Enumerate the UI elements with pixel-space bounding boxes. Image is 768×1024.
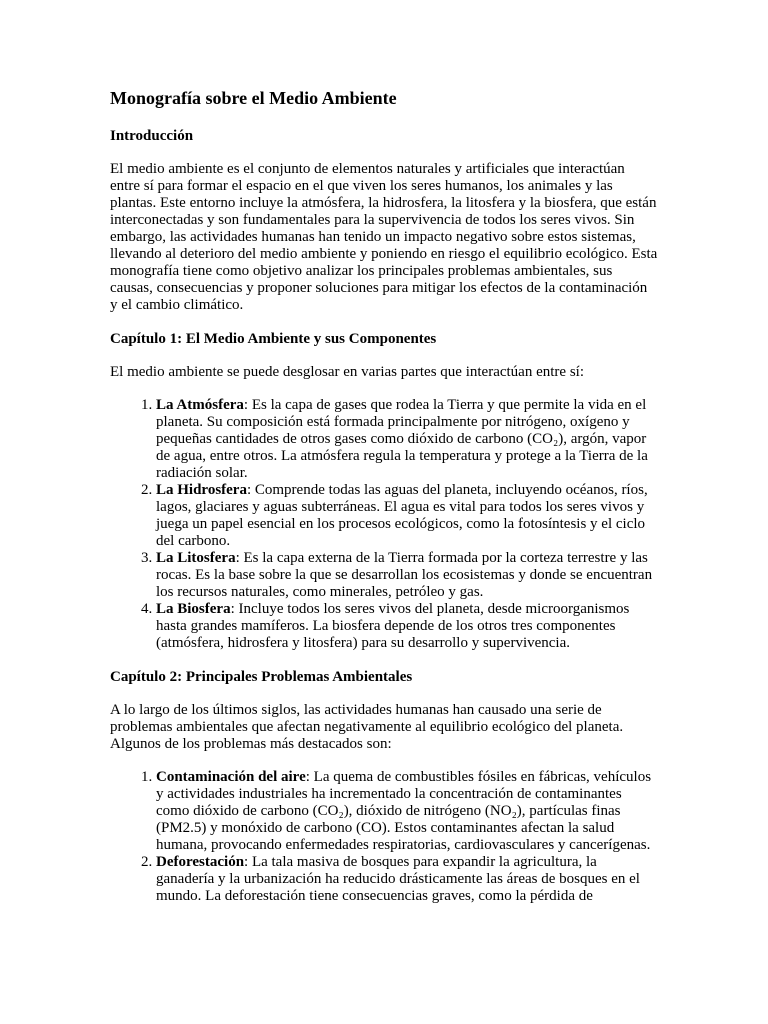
list-item-term: La Biosfera	[156, 601, 231, 617]
list-item	[156, 482, 658, 550]
chapter1-lead: El medio ambiente se puede desglosar en varias partes que interactúan entre sí:	[110, 364, 584, 380]
document-title: Monografía sobre el Medio Ambiente	[110, 88, 397, 108]
list-item	[156, 769, 658, 854]
list-item-term: Contaminación del aire	[156, 769, 306, 785]
list-item-term: La Hidrosfera	[156, 482, 247, 498]
chapter2-heading: Capítulo 2: Principales Problemas Ambientales	[110, 669, 413, 685]
list-item	[156, 601, 658, 652]
list-item-text: : Incluye todos los seres vivos del planeta, desde microorganismos hasta grandes mamíferos. La biosfera depende de los otros tres componentes (atmósfera, hidrosfera y litosfera) para su desarrollo y supervivencia.	[156, 601, 630, 651]
intro-paragraph: El medio ambiente es el conjunto de elementos naturales y artificiales que interactúan entre sí para formar el espacio en el que viven los seres humanos, los animales y las plantas. Este entorno incluye la atmósfera, la hidrosfera, la litosfera y la biosfera, que están interconectadas y son fundamentales para la supervivencia de todos los seres vivos. Sin embargo, las actividades humanas han tenido un impacto negativo sobre estos sistemas, llevando al deterioro del medio ambiente y poniendo en riesgo el equilibrio ecológico. Esta monografía tiene como objetivo analizar los principales problemas ambientales, sus causas, consecuencias y proponer soluciones para mitigar los efectos de la contaminación y el cambio climático.	[110, 161, 658, 313]
chapter2-lead: A lo largo de los últimos siglos, las actividades humanas han causado una serie de problemas ambientales que afectan negativamente al equilibrio ecológico del planeta. Algunos de los problemas más destacados son:	[110, 702, 624, 752]
list-item	[156, 397, 658, 482]
list-item	[156, 854, 658, 905]
list-item-text: : Es la capa externa de la Tierra formada por la corteza terrestre y las rocas. Es la base sobre la que se desarrollan los ecosistemas y donde se encuentran los recursos naturales, como minerales, petróleo y gas.	[156, 550, 653, 600]
list-item-text: : Comprende todas las aguas del planeta, incluyendo océanos, ríos, lagos, glaciares y aguas subterráneas. El agua es vital para todos los seres vivos y juega un papel esencial en los procesos ecológicos, como la fotosíntesis y el ciclo del carbono.	[156, 482, 648, 549]
list-item-text: : La tala masiva de bosques para expandir la agricultura, la ganadería y la urbanización ha reducido drásticamente las áreas de bosques en el mundo. La deforestación tiene consecuencias graves, como la pérdida de	[156, 854, 640, 904]
chapter2-list	[110, 769, 658, 905]
list-item-text: : Es la capa de gases que rodea la Tierra y que permite la vida en el planeta. Su composición está formada principalmente por nitrógeno, oxígeno y pequeñas cantidades de otros gases como dióxido de carbono (CO₂), argón, vapor de agua, entre otros. La atmósfera regula la temperatura y protege a la Tierra de la radiación solar.	[156, 397, 648, 481]
list-item-term: Deforestación	[156, 854, 245, 870]
chapter1-heading: Capítulo 1: El Medio Ambiente y sus Componentes	[110, 331, 437, 347]
list-item	[156, 550, 658, 601]
list-item-text: : La quema de combustibles fósiles en fábricas, vehículos y actividades industriales ha incrementado la concentración de contaminantes como dióxido de carbono (CO₂), dióxido de nitrógeno (NO₂), partículas finas (PM2.5) y monóxido de carbono (CO). Estos contaminantes afectan la salud humana, provocando enfermedades respiratorias, cardiovasculares y cancerígenas.	[156, 769, 652, 853]
list-item-term: La Atmósfera	[156, 397, 244, 413]
chapter1-list	[110, 397, 658, 652]
list-item-term: La Litosfera	[156, 550, 236, 566]
intro-heading: Introducción	[110, 128, 194, 144]
